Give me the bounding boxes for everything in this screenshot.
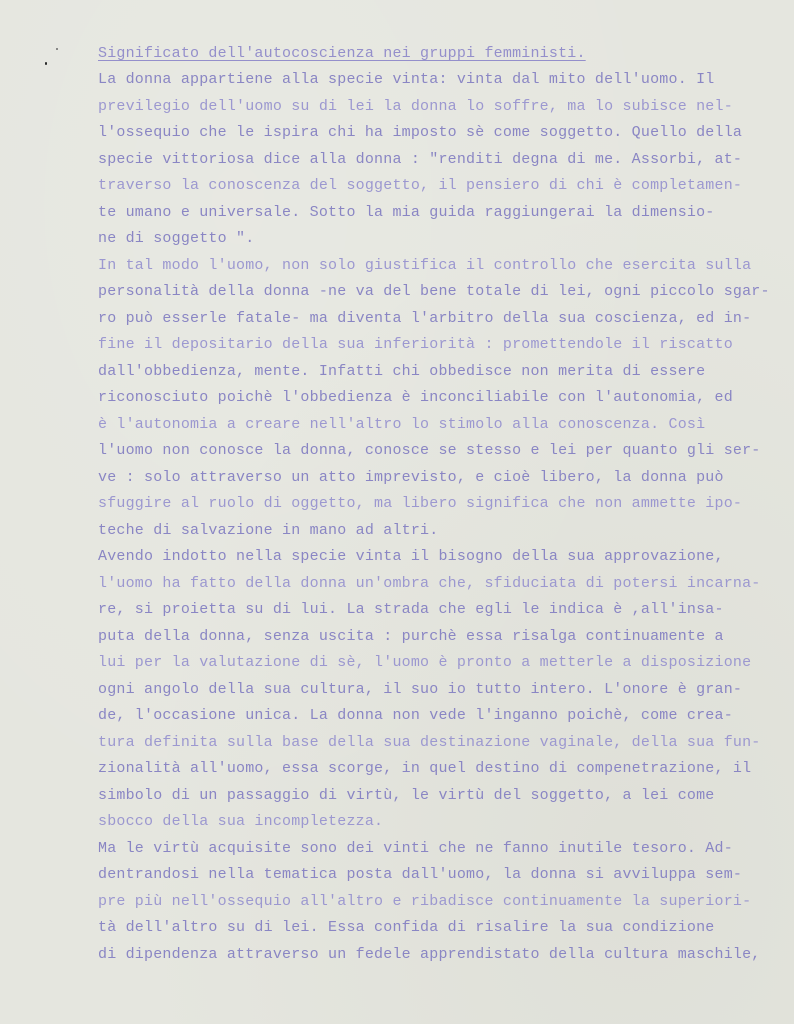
- paragraph-lines: [98, 67, 768, 968]
- ink-speck: [45, 62, 47, 65]
- text-line: te umano e universale. Sotto la mia guida raggiungerai la dimensio-: [98, 203, 715, 221]
- document-title: Significato dell'autocoscienza nei gruppi femministi.: [98, 45, 586, 62]
- text-line: zionalità all'uomo, essa scorge, in quel destino di compenetrazione, il: [98, 760, 752, 777]
- text-line: ogni angolo della sua cultura, il suo io tutto intero. L'onore è gran-: [98, 680, 743, 698]
- text-line: simbolo di un passaggio di virtù, le virtù del soggetto, a lei come: [98, 786, 715, 804]
- document-body: [98, 40, 768, 968]
- text-line: ne di soggetto ".: [98, 230, 255, 247]
- text-line: In tal modo l'uomo, non solo giustifica il controllo che esercita sulla: [98, 256, 752, 274]
- text-line: fine il depositario della sua inferiorità : promettendole il riscatto: [98, 336, 733, 353]
- text-line: Avendo indotto nella specie vinta il bisogno della sua approvazione,: [98, 548, 724, 565]
- text-line: personalità della donna -ne va del bene totale di lei, ogni piccolo sgar-: [98, 283, 770, 300]
- text-line: previlegio dell'uomo su di lei la donna lo soffre, ma lo subisce nel-: [98, 97, 733, 115]
- text-line: ve : solo attraverso un atto imprevisto, e cioè libero, la donna può: [98, 468, 724, 486]
- text-line: pre più nell'ossequio all'altro e ribadisce continuamente la superiori-: [98, 892, 752, 910]
- text-line: dall'obbedienza, mente. Infatti chi obbedisce non merita di essere: [98, 362, 706, 380]
- text-line: di dipendenza attraverso un fedele apprendistato della cultura maschile,: [98, 945, 761, 963]
- text-line: traverso la conoscenza del soggetto, il pensiero di chi è completamen-: [98, 177, 743, 194]
- text-line: specie vittoriosa dice alla donna : "renditi degna di me. Assorbi, at-: [98, 150, 743, 168]
- text-line: ro può esserle fatale- ma diventa l'arbitro della sua coscienza, ed in-: [98, 309, 752, 327]
- text-line: de, l'occasione unica. La donna non vede l'inganno poichè, come crea-: [98, 707, 733, 724]
- text-line: l'uomo ha fatto della donna un'ombra che, sfiduciata di potersi incarna-: [98, 574, 761, 592]
- text-line: tà dell'altro su di lei. Essa confida di risalire la sua condizione: [98, 919, 715, 936]
- text-line: sbocco della sua incompletezza.: [98, 813, 384, 830]
- text-line: La donna appartiene alla specie vinta: vinta dal mito dell'uomo. Il: [98, 71, 715, 88]
- text-line: lui per la valutazione di sè, l'uomo è pronto a metterle a disposizione: [98, 654, 752, 671]
- text-line: sfuggire al ruolo di oggetto, ma libero significa che non ammette ipo-: [98, 495, 743, 512]
- text-line: riconosciuto poichè l'obbedienza è inconciliabile con l'autonomia, ed: [98, 389, 733, 406]
- text-line: è l'autonomia a creare nell'altro lo stimolo alla conoscenza. Così: [98, 415, 706, 433]
- text-line: re, si proietta su di lui. La strada che egli le indica è ,all'insa-: [98, 601, 724, 618]
- text-line: l'uomo non conosce la donna, conosce se stesso e lei per quanto gli ser-: [98, 442, 761, 459]
- text-line: teche di salvazione in mano ad altri.: [98, 521, 439, 539]
- text-line: l'ossequio che le ispira chi ha imposto sè come soggetto. Quello della: [98, 124, 743, 141]
- ink-speck: [56, 48, 58, 50]
- text-line: puta della donna, senza uscita : purchè essa risalga continuamente a: [98, 627, 724, 645]
- text-line: tura definita sulla base della sua destinazione vaginale, della sua fun-: [98, 733, 761, 751]
- text-line: dentrandosi nella tematica posta dall'uomo, la donna si avviluppa sem-: [98, 866, 743, 883]
- text-line: Ma le virtù acquisite sono dei vinti che ne fanno inutile tesoro. Ad-: [98, 839, 733, 857]
